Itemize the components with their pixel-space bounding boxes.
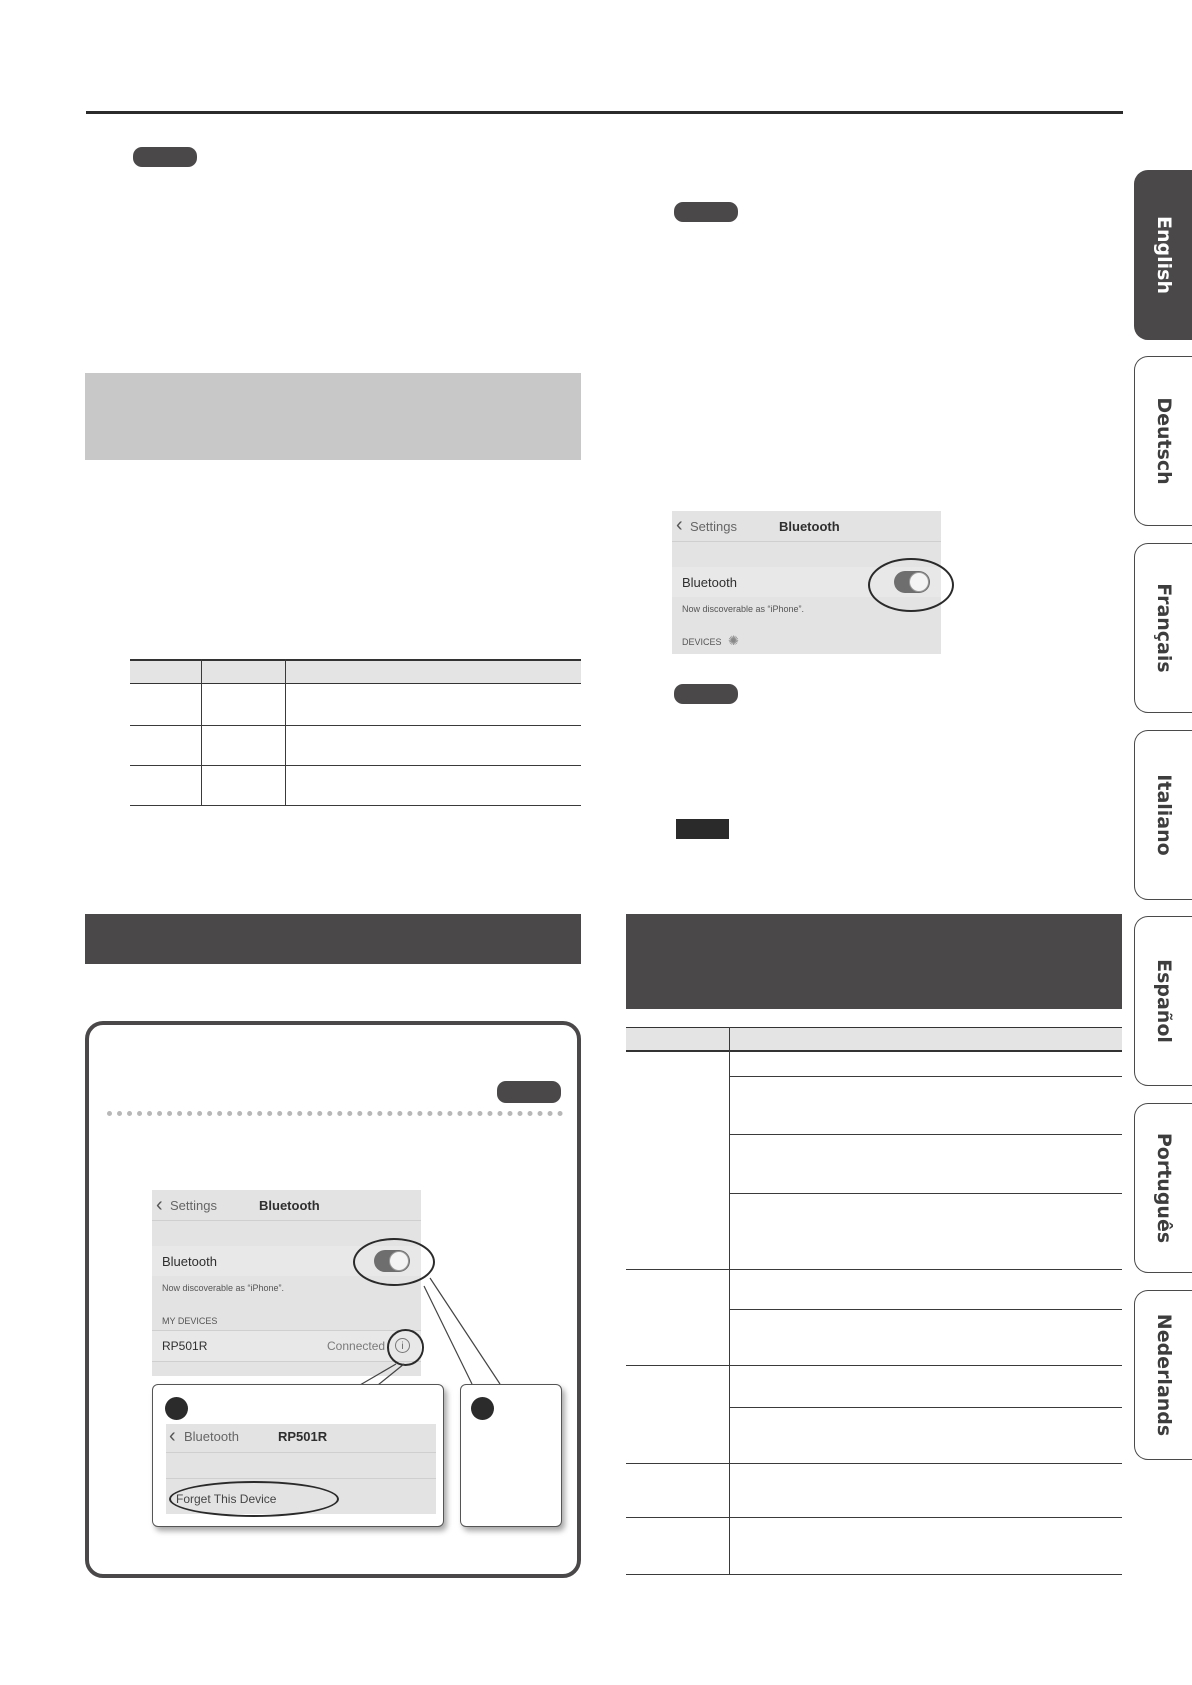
- language-tab-deutsch[interactable]: [1134, 356, 1192, 526]
- bluetooth-label: Bluetooth: [162, 1254, 217, 1269]
- note-badge: [674, 202, 738, 222]
- language-tab-português[interactable]: [1134, 1103, 1192, 1273]
- forget-device-button[interactable]: Forget This Device: [176, 1492, 277, 1506]
- section-banner-dark: [626, 914, 1122, 1009]
- nav-back-settings[interactable]: Settings: [170, 1198, 217, 1213]
- discoverable-text: Now discoverable as “iPhone”.: [162, 1283, 285, 1293]
- language-tab-label: Nederlands: [1152, 1313, 1175, 1437]
- nav-back-bluetooth[interactable]: Bluetooth: [184, 1429, 239, 1444]
- step-panel-b: [460, 1384, 562, 1527]
- language-tab-label: Italiano: [1152, 774, 1175, 856]
- language-tab-english[interactable]: [1134, 170, 1192, 340]
- troubleshooting-table: [626, 1027, 1122, 1575]
- forget-highlight-callout: [169, 1481, 339, 1517]
- callout-leader-lines: [0, 0, 600, 1600]
- my-devices-header: MY DEVICES: [162, 1316, 218, 1326]
- device-status: Connected: [327, 1339, 386, 1353]
- language-tab-label: Deutsch: [1152, 397, 1175, 485]
- nav-title: Bluetooth: [779, 519, 840, 534]
- language-tab-label: English: [1152, 216, 1175, 294]
- bluetooth-label: Bluetooth: [682, 575, 737, 590]
- separator: [166, 1478, 436, 1479]
- table-row-divider: [729, 1309, 1122, 1310]
- table-row-divider: [729, 1134, 1122, 1135]
- nav-title-device: RP501R: [278, 1429, 328, 1444]
- separator: [672, 541, 941, 542]
- table-row-divider: [626, 1517, 1122, 1518]
- language-tab-label: Français: [1152, 583, 1175, 673]
- language-tab-label: Español: [1152, 959, 1175, 1043]
- language-tab-français[interactable]: [1134, 543, 1192, 713]
- step-panel-a: [152, 1384, 444, 1527]
- table-row-divider: [729, 1193, 1122, 1194]
- loading-spinner-icon: ✺: [728, 633, 739, 648]
- language-tab-español[interactable]: [1134, 916, 1192, 1086]
- toggle-highlight-callout: [868, 558, 954, 612]
- discoverable-text: Now discoverable as “iPhone”.: [682, 604, 805, 614]
- info-icon[interactable]: i: [395, 1338, 410, 1353]
- table-row-divider: [729, 1076, 1122, 1077]
- device-name: RP501R: [162, 1339, 208, 1353]
- memo-badge: [676, 819, 729, 839]
- back-chevron-icon[interactable]: ‹: [676, 514, 683, 536]
- step-number-marker: [471, 1397, 494, 1420]
- separator: [166, 1452, 436, 1453]
- nav-back-settings[interactable]: Settings: [690, 519, 737, 534]
- devices-header: DEVICES: [682, 637, 722, 647]
- nav-title: Bluetooth: [259, 1198, 320, 1213]
- language-tab-italiano[interactable]: [1134, 730, 1192, 900]
- step-number-marker: [165, 1397, 188, 1420]
- table-header-row: [626, 1027, 1122, 1052]
- back-chevron-icon[interactable]: ‹: [169, 1425, 176, 1447]
- table-row-divider: [626, 1269, 1122, 1270]
- table-row-divider: [626, 1463, 1122, 1464]
- table-row-divider: [729, 1407, 1122, 1408]
- table-row-divider: [626, 1574, 1122, 1575]
- table-col-divider: [729, 1027, 730, 1575]
- table-row-divider: [626, 1365, 1122, 1366]
- language-tab-nederlands[interactable]: [1134, 1290, 1192, 1460]
- back-chevron-icon[interactable]: ‹: [156, 1194, 163, 1216]
- language-tab-label: Português: [1152, 1132, 1175, 1244]
- note-badge: [674, 684, 738, 704]
